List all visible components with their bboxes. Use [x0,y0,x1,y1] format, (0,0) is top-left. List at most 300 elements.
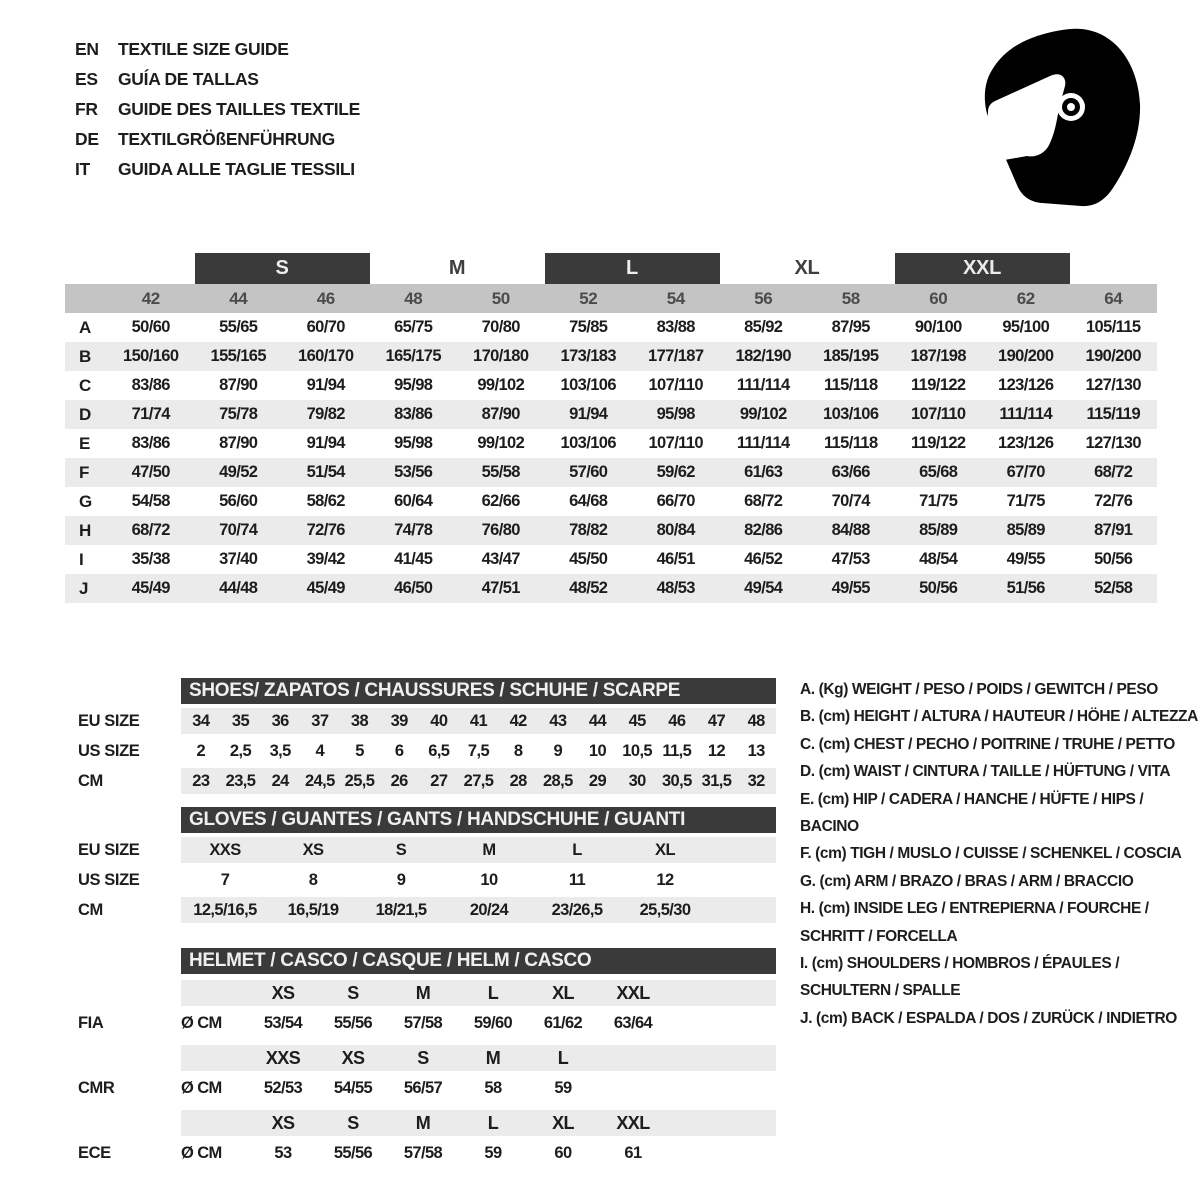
size-cell: 150/160 [123,347,179,365]
value-cell: 2,5 [229,741,252,760]
size-cell: 91/94 [569,405,608,423]
size-number: 64 [1104,288,1123,308]
value-cell: 32 [747,771,765,790]
language-name: GUIDE DES TAILLES TEXTILE [118,98,361,119]
value-cell: 5 [355,741,364,760]
table-row [65,516,1157,545]
size-cell: 72/76 [306,521,345,539]
size-number: 46 [316,288,335,308]
size-cell: 70/74 [831,492,870,510]
value-row [181,897,776,923]
table-row [65,708,776,734]
size-cell: 74/78 [394,521,433,539]
size-cell: 170/180 [473,347,529,365]
legend-item: C. (cm) CHEST / PECHO / POITRINE / TRUHE / PETTO [800,735,1175,753]
size-cell: 56/60 [219,492,258,510]
size-cell: 83/86 [131,434,170,452]
shoes-table [65,678,776,794]
size-header-cell: XXL [616,982,650,1003]
size-number: 54 [666,288,685,308]
size-cell: 65/75 [394,318,433,336]
value-cell: 24 [271,771,289,790]
size-cell: 51/54 [306,463,345,481]
size-number: 56 [754,288,773,308]
value-row [181,1007,776,1039]
table-row [65,897,776,923]
value-cell: 10 [588,741,607,760]
standard-label: CMR [78,1078,115,1097]
value-cell: 16,5/19 [287,900,339,919]
value-cell: 56/57 [403,1078,443,1097]
size-header-cell: M [415,1112,431,1133]
size-cell: 67/70 [1006,463,1045,481]
value-row [181,708,776,734]
value-cell: 55/56 [333,1013,373,1032]
size-cell: 182/190 [735,347,791,365]
size-cell: 185/195 [823,347,879,365]
value-cell: 23 [192,771,210,790]
size-cell: 99/102 [477,376,525,394]
size-band-row [65,253,1157,284]
value-cell [598,1072,668,1104]
size-cell: 80/84 [656,521,695,539]
size-cell: 99/102 [739,405,787,423]
size-cell: 50/60 [131,318,170,336]
value-cell: 61 [624,1143,642,1162]
helmet-table [65,948,776,1169]
size-cell: 60/64 [394,492,433,510]
helmet-value-row [65,1007,776,1039]
value-cell: 37 [311,711,329,730]
value-cell: 7,5 [467,741,490,760]
size-cell: 87/90 [219,434,258,452]
size-cell: 46/51 [656,550,695,568]
size-cell: 123/126 [998,434,1054,452]
size-cell: 53/56 [394,463,433,481]
size-cell: 83/88 [656,318,695,336]
row-label: B [79,346,91,366]
table-row [65,738,776,764]
size-cell: 87/95 [831,318,870,336]
value-cell: 61/62 [543,1013,583,1032]
size-number: 44 [229,288,248,308]
value-cell: 8 [308,870,318,889]
value-cell: 47 [707,711,726,730]
size-cell: 119/122 [910,434,966,452]
size-header-cell: M [415,982,431,1003]
value-cell: 30 [628,771,646,790]
row-label: EU SIZE [78,711,140,730]
value-cell: 8 [513,741,523,760]
size-cell: 50/56 [919,579,958,597]
measurement-rows [65,313,1157,603]
language-code: EN [75,38,99,59]
size-cell: 127/130 [1085,434,1141,452]
value-cell: 23,5 [225,771,256,790]
size-cell: 43/47 [481,550,520,568]
language-name: GUÍA DE TALLAS [118,68,259,89]
main-size-table [65,253,1157,603]
legend-item: A. (Kg) WEIGHT / PESO / POIDS / GEWITCH / PESO [800,681,1158,698]
row-label: E [79,433,91,453]
value-cell: 59 [484,1143,502,1162]
language-name: TEXTILGRÖßENFÜHRUNG [118,128,335,149]
unit-spacer [181,1110,248,1136]
value-cell: 29 [588,771,607,790]
size-number: 52 [579,288,598,308]
row-label: A [79,317,91,337]
size-number: 48 [404,288,423,308]
size-header-cell: S [347,1112,359,1133]
table-row [65,371,1157,400]
row-label: EU SIZE [78,840,140,859]
language-list [75,34,360,184]
value-row [181,867,776,893]
size-cell: 71/75 [1006,492,1045,510]
value-cell: 31,5 [701,771,732,790]
size-cell: 103/106 [560,434,616,452]
value-cell: M [482,840,496,859]
row-label [65,1045,181,1071]
size-cell: 70/80 [481,318,520,336]
size-cell: 160/170 [298,347,354,365]
language-name: GUIDA ALLE TAGLIE TESSILI [118,158,355,179]
value-cell: 59 [554,1078,572,1097]
value-cell: 58 [484,1078,502,1097]
value-cell: 25,5/30 [639,900,691,919]
value-cell: 20/24 [469,900,509,919]
size-band-label: XL [794,257,820,279]
value-cell: 12,5/16,5 [193,900,257,919]
table-row [65,867,776,893]
size-cell: 47/51 [481,579,520,597]
value-cell: 55/56 [333,1143,373,1162]
value-cell: 4 [315,741,325,760]
row-label: US SIZE [78,870,140,889]
value-cell: 35 [231,711,250,730]
table-row [65,458,1157,487]
legend-item: E. (cm) HIP / CADERA / HANCHE / HÜFTE / HIPS / BACINO [800,790,1144,836]
size-cell: 79/82 [306,405,345,423]
value-row [181,738,776,764]
size-cell: 64/68 [569,492,608,510]
size-cell: 57/60 [569,463,608,481]
table-row [65,837,776,863]
size-number: 42 [141,288,160,308]
value-cell: 57/58 [403,1013,443,1032]
size-cell: 95/98 [656,405,695,423]
row-label: I [79,549,84,569]
value-cell: 36 [271,711,289,730]
size-cell: 50/56 [1094,550,1133,568]
size-cell: 95/100 [1002,318,1050,336]
size-number: 60 [929,288,948,308]
size-cell: 103/106 [560,376,616,394]
size-cell: 155/165 [210,347,266,365]
size-cell: 48/52 [569,579,608,597]
value-cell: 63/64 [613,1013,653,1032]
size-cell: 83/86 [394,405,433,423]
size-header-cell: L [487,1112,499,1133]
size-cell: 55/65 [219,318,258,336]
size-cell: 68/72 [1094,463,1133,481]
helmet-icon [962,16,1182,216]
size-cell: 35/38 [131,550,170,568]
value-cell: S [395,840,407,859]
value-cell: 11,5 [662,741,692,760]
value-cell: 13 [747,741,765,760]
row-label: US SIZE [78,741,140,760]
size-cell: 62/66 [481,492,520,510]
size-cell: 119/122 [910,376,966,394]
size-cell: 99/102 [477,434,525,452]
helmet-size-row [65,980,776,1006]
size-cell: 47/50 [131,463,170,481]
size-cell: 41/45 [394,550,433,568]
size-cell: 60/70 [306,318,345,336]
size-cell: 37/40 [219,550,258,568]
size-cell: 75/85 [569,318,608,336]
value-row [181,980,776,1006]
size-cell: 87/91 [1094,521,1133,539]
unit-label: Ø CM [181,1143,222,1162]
value-cell: 40 [430,711,448,730]
standard-label: FIA [78,1013,104,1032]
shoes-title-bar: SHOES/ ZAPATOS / CHAUSSURES / SCHUHE / SCARPE [181,678,776,704]
size-header-cell: M [485,1047,501,1068]
size-cell: 107/110 [648,434,704,452]
legend-item: H. (cm) INSIDE LEG / ENTREPIERNA / FOURCHE / SCHRITT / FORCELLA [800,900,1149,945]
value-cell: 28 [509,771,527,790]
row-label: C [79,375,91,395]
size-cell: 61/63 [744,463,783,481]
size-cell: 76/80 [481,521,520,539]
size-cell: 85/89 [1006,521,1045,539]
row-label: D [79,404,91,424]
size-cell: 111/114 [736,376,790,394]
size-cell: 52/58 [1094,579,1133,597]
size-cell: 84/88 [831,521,870,539]
size-cell: 54/58 [131,492,170,510]
size-number-row [65,284,1157,313]
table-row [65,545,1157,574]
gloves-rows [65,837,776,923]
table-row [65,400,1157,429]
value-cell: 44 [588,711,607,730]
value-cell: 26 [390,771,408,790]
table-row [65,574,1157,603]
size-cell: 66/70 [656,492,695,510]
size-header-cell: XS [271,982,295,1003]
row-label: H [79,520,91,540]
value-cell: 10,5 [622,741,653,760]
size-cell: 46/52 [744,550,783,568]
value-cell: 24,5 [304,771,335,790]
value-row [181,1137,776,1169]
value-row [181,837,776,863]
value-cell: 42 [509,711,527,730]
language-code: IT [75,158,90,179]
row-label: F [79,462,90,482]
unit-label: Ø CM [181,1013,222,1032]
language-row [75,64,360,94]
size-cell: 45/49 [131,579,170,597]
size-header-cell: XS [271,1112,295,1133]
legend-item: I. (cm) SHOULDERS / HOMBROS / ÉPAULES / SCHULTERN / SPALLE [800,955,1120,1000]
size-cell: 68/72 [744,492,783,510]
helmet-value-row [65,1137,776,1169]
value-cell: 52/53 [263,1078,303,1097]
size-cell: 103/106 [823,405,879,423]
value-cell: 57/58 [403,1143,443,1162]
size-header-cell [598,1045,668,1071]
helmet-size-row [65,1045,776,1071]
value-cell: 23/26,5 [551,900,603,919]
gloves-table [65,807,776,923]
size-header-cell: L [557,1047,569,1068]
unit-spacer [181,1045,248,1071]
size-band-box: S [195,253,370,284]
value-row [181,1110,776,1136]
value-cell: XXS [209,840,241,859]
language-row [75,124,360,154]
row-label [65,980,181,1006]
value-row [181,1045,776,1071]
size-header-cell: XXL [616,1112,650,1133]
size-header-cell: S [347,982,359,1003]
value-cell: 46 [668,711,686,730]
size-cell: 173/183 [560,347,616,365]
legend-item: G. (cm) ARM / BRAZO / BRAS / ARM / BRACCIO [800,872,1134,890]
size-cell: 49/52 [219,463,258,481]
language-row [75,94,360,124]
size-cell: 115/118 [823,434,878,452]
size-cell: 39/42 [306,550,345,568]
language-code: FR [75,98,98,119]
size-cell: 85/92 [744,318,783,336]
value-cell: 53/54 [263,1013,303,1032]
size-header-cell: XL [552,1112,574,1133]
size-cell: 107/110 [910,405,966,423]
size-cell: 75/78 [219,405,258,423]
value-cell: 12 [656,870,674,889]
helmet-value-row [65,1072,776,1104]
size-cell: 44/48 [219,579,258,597]
size-cell: 87/90 [481,405,520,423]
shoes-rows [65,708,776,794]
value-cell: 10 [480,870,498,889]
table-row [65,768,776,794]
value-cell: 6 [394,741,404,760]
size-cell: 123/126 [998,376,1054,394]
language-row [75,34,360,64]
value-cell: 34 [192,711,210,730]
size-cell: 46/50 [394,579,433,597]
size-cell: 105/115 [1085,318,1141,336]
size-header-cell: S [417,1047,429,1068]
value-row [181,768,776,794]
size-cell: 71/74 [131,405,170,423]
size-cell: 48/54 [919,550,958,568]
language-row [75,154,360,184]
size-number: 58 [841,288,860,308]
legend-item: D. (cm) WAIST / CINTURA / TAILLE / HÜFTUNG / VITA [800,763,1171,781]
size-number-spacer [65,284,107,313]
value-cell: 38 [350,711,369,730]
value-cell: L [572,840,582,859]
size-cell: 115/118 [823,376,878,394]
table-row [65,313,1157,342]
gloves-title-bar: GLOVES / GUANTES / GANTS / HANDSCHUHE / GUANTI [181,807,776,833]
size-band-box: L [545,253,720,284]
value-cell: 9 [553,741,563,760]
size-band-label: M [448,257,466,279]
value-cell: 53 [274,1143,292,1162]
value-cell: 30,5 [661,771,692,790]
language-code: DE [75,128,99,149]
unit-label: Ø CM [181,1078,222,1097]
size-number: 62 [1016,288,1035,308]
language-code: ES [75,68,98,89]
table-row [65,429,1157,458]
table-row [65,487,1157,516]
size-cell: 190/200 [1085,347,1141,365]
size-cell: 58/62 [306,492,345,510]
language-name: TEXTILE SIZE GUIDE [118,38,289,59]
row-label: CM [78,771,103,790]
size-cell: 91/94 [306,376,345,394]
size-cell: 95/98 [394,434,433,452]
size-header-cell: XXS [265,1047,301,1068]
size-cell: 70/74 [219,521,258,539]
value-cell: 6,5 [428,741,450,760]
value-cell: 45 [628,711,646,730]
size-cell: 45/49 [306,579,345,597]
row-label: G [79,491,92,511]
size-cell: 65/68 [919,463,958,481]
value-cell: 27,5 [463,771,494,790]
size-cell: 82/86 [744,521,783,539]
row-label [65,1110,181,1136]
value-cell: 54/55 [333,1078,373,1097]
value-cell: 12 [707,741,726,760]
row-label: J [79,578,89,598]
size-number: 50 [491,288,510,308]
value-cell: 9 [396,870,406,889]
size-cell: 47/53 [831,550,870,568]
size-cell: 48/53 [656,579,695,597]
legend-item: J. (cm) BACK / ESPALDA / DOS / ZURÜCK / INDIETRO [800,1009,1177,1027]
measurement-legend [800,676,1200,1032]
value-cell: XS [302,840,324,859]
value-cell: 60 [554,1143,572,1162]
value-cell: 39 [390,711,408,730]
size-cell: 91/94 [306,434,345,452]
size-header-cell: XL [552,982,574,1003]
size-cell: 111/114 [736,434,790,452]
size-cell: 111/114 [999,405,1053,423]
value-cell: 25,5 [344,771,375,790]
table-row [65,342,1157,371]
size-cell: 87/90 [219,376,258,394]
legend-item: F. (cm) TIGH / MUSLO / CUISSE / SCHENKEL / COSCIA [800,845,1182,863]
size-cell: 177/187 [648,347,704,365]
visor-pivot-center [1067,103,1075,111]
helmet-size-row [65,1110,776,1136]
size-cell: 72/76 [1094,492,1133,510]
size-cell: 49/55 [1006,550,1045,568]
size-cell: 90/100 [914,318,962,336]
